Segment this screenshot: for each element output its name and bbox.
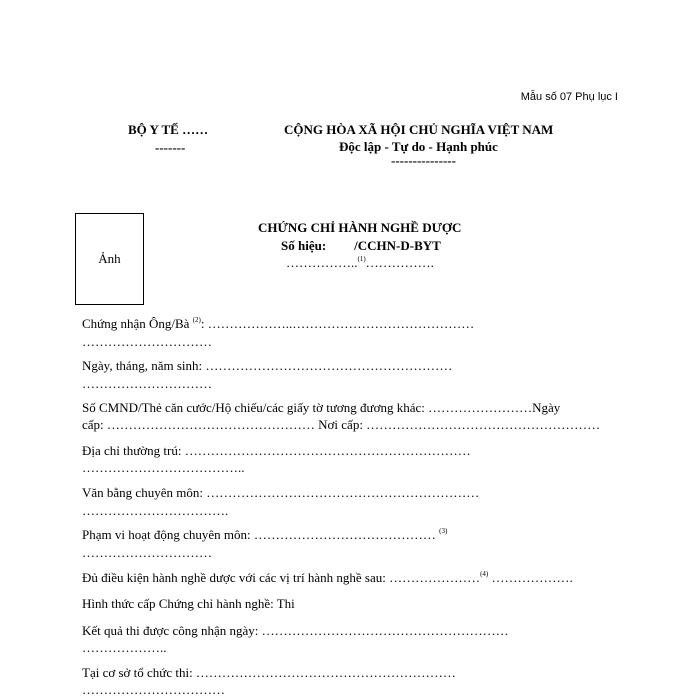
- field-eligible-end: ……………….: [488, 570, 573, 585]
- national-motto: Độc lập - Tự do - Hạnh phúc: [339, 139, 498, 154]
- footnote-2: (2): [192, 316, 201, 324]
- field-scope-line2: …………………………: [82, 545, 212, 560]
- certificate-number-label: Số hiệu:: [281, 238, 327, 253]
- field-id-line1: Số CMND/Thẻ căn cước/Hộ chiếu/các giấy tờ tương đương khác: ……………………Ngày: [82, 400, 561, 415]
- field-scope-line1: [82, 526, 447, 544]
- field-certify-blank: : ………………..……………………………………: [200, 316, 475, 331]
- motto-divider: ---------------: [391, 153, 456, 168]
- field-exam-result-line2: ………………..: [82, 640, 167, 655]
- photo-label: Ảnh: [98, 251, 121, 266]
- field-address-line2: ………………………………..: [82, 460, 245, 475]
- field-exam-place-line1: Tại cơ sở tổ chức thi: ……………………………………………………: [82, 665, 456, 680]
- field-dob-line1: Ngày, tháng, năm sinh: …………………………………………………: [82, 358, 453, 373]
- country-name: CỘNG HÒA XÃ HỘI CHỦ NGHĨA VIỆT NAM: [284, 122, 554, 137]
- certificate-number: [281, 238, 441, 254]
- ministry-divider: -------: [155, 140, 186, 155]
- certificate-dots-right: …………….: [365, 255, 434, 270]
- field-exam-result-line1: Kết quả thi được công nhận ngày: …………………………………………………: [82, 623, 509, 638]
- certificate-title: CHỨNG CHỈ HÀNH NGHỀ DƯỢC: [258, 220, 462, 235]
- photo-placeholder: [75, 213, 144, 305]
- footnote-3: (3): [439, 527, 448, 535]
- field-exam-place-line2: ……………………………: [82, 682, 225, 697]
- certificate-number-suffix: /CCHN-D-BYT: [354, 238, 441, 253]
- field-issue-form: Hình thức cấp Chứng chỉ hành nghề: Thi: [82, 596, 295, 611]
- field-degree-line1: Văn bằng chuyên môn: ………………………………………………………: [82, 485, 480, 500]
- footnote-1: (1): [357, 255, 366, 263]
- field-address-line1: Địa chỉ thường trú: …………………………………………………………: [82, 443, 471, 458]
- field-certify-line2: …………………………: [82, 334, 212, 349]
- field-degree-line2: …………………………….: [82, 503, 229, 518]
- field-certify-label: Chứng nhận Ông/Bà: [82, 316, 190, 331]
- field-eligible-line1: [82, 569, 573, 587]
- field-scope-text: Phạm vi hoạt động chuyên môn: ……………………………………: [82, 527, 440, 542]
- certificate-dots-left: ……………..: [286, 255, 358, 270]
- field-eligible-text: Đủ điều kiện hành nghề dược với các vị trí hành nghề sau: …………………: [82, 570, 481, 585]
- ministry-name: BỘ Y TẾ ……: [128, 122, 209, 137]
- form-number: Mẫu số 07 Phụ lục I: [520, 91, 618, 103]
- field-dob-line2: …………………………: [82, 376, 212, 391]
- field-id-line2: cấp: ………………………………………… Nơi cấp: ………………………………………………: [82, 417, 601, 432]
- field-certify-line1: [82, 315, 474, 333]
- certificate-number-blank: [286, 255, 434, 271]
- footnote-4: (4): [480, 570, 489, 578]
